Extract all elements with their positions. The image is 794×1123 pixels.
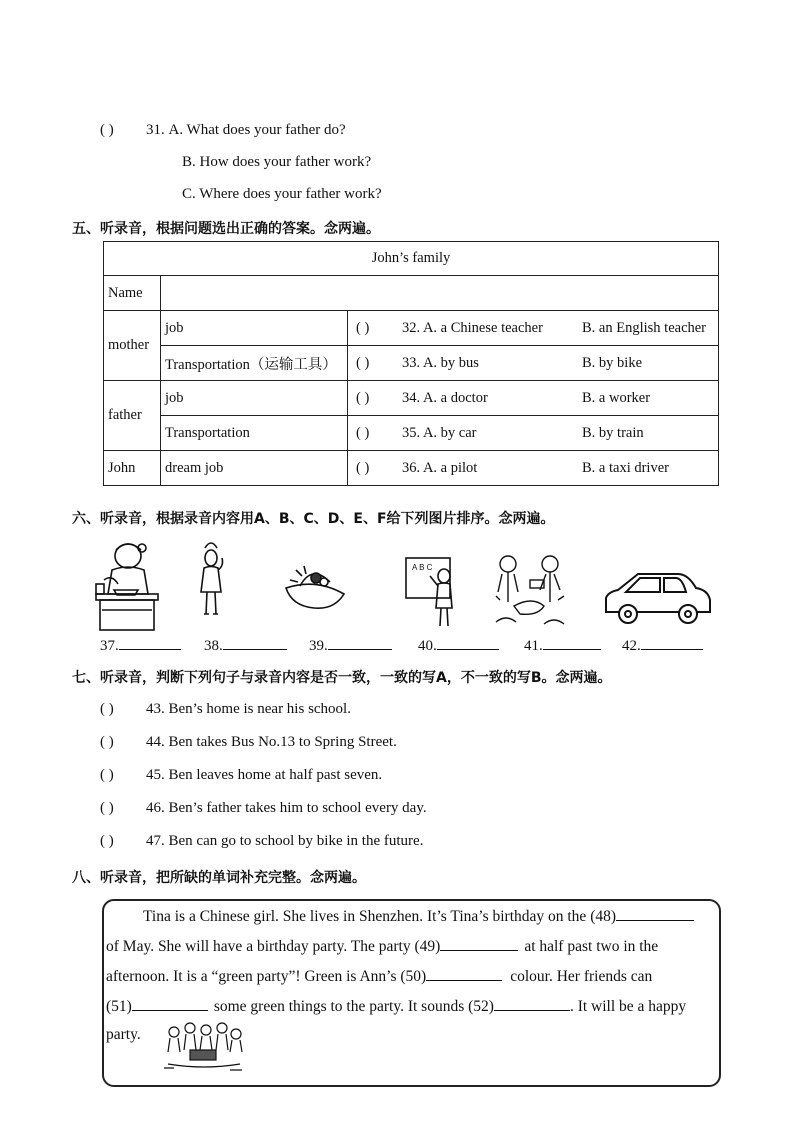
blank-label: 41.	[524, 638, 543, 654]
option-b: B. an English teacher	[582, 319, 707, 336]
answer-paren[interactable]: ( )	[356, 389, 370, 406]
option-b: B. a worker	[582, 389, 651, 406]
section6-title: 六、听录音，根据录音内容用A、B、C、D、E、F给下列图片排序。念两遍。	[72, 511, 555, 527]
passage-text: afternoon. It is a “green party”! Green is Ann’s (50)	[106, 968, 427, 985]
item-cell: Transportation（运输工具）	[161, 346, 348, 381]
blank-label: 37.	[100, 638, 119, 654]
name-cell	[161, 276, 719, 311]
children-park-picture	[494, 552, 568, 632]
passage-text: some green things to the party. It sounds (52)	[213, 998, 494, 1015]
item-cell: Transportation	[161, 416, 348, 451]
answer-paren[interactable]: ( )	[356, 319, 370, 336]
johns-family-table	[103, 241, 719, 486]
passage-line-3	[106, 966, 652, 986]
passage-line-1	[143, 906, 694, 926]
blank-40[interactable]	[418, 635, 499, 655]
passage-text: (51)	[106, 998, 132, 1015]
passage-text: of May. She will have a birthday party. The party (49)	[106, 938, 441, 955]
q31-line-a	[100, 122, 346, 139]
option-b: B. a taxi driver	[582, 459, 669, 476]
item-cell: dream job	[161, 451, 348, 486]
question-35	[348, 416, 719, 451]
q31-option-c: C. Where does your father work?	[182, 186, 382, 202]
item-cell: job	[161, 381, 348, 416]
answer-paren[interactable]: ( )	[100, 800, 114, 816]
statement: 43. Ben’s home is near his school.	[146, 701, 351, 717]
section5-title: 五、听录音，根据问题选出正确的答案。念两遍。	[72, 221, 380, 237]
blank-48[interactable]	[616, 906, 694, 921]
blank-label: 38.	[204, 638, 223, 654]
question-32	[348, 311, 719, 346]
option-a: 34. A. a doctor	[402, 389, 488, 406]
car-picture	[602, 568, 714, 628]
section7-title: 七、听录音，判断下列句子与录音内容是否一致，一致的写A，不一致的写B。念两遍。	[72, 670, 612, 686]
statement: 47. Ben can go to school by bike in the future.	[146, 833, 424, 849]
blank-42[interactable]	[622, 635, 703, 655]
option-a: 35. A. by car	[402, 424, 477, 441]
passage-text: colour. Her friends can	[510, 968, 653, 985]
passage-line-2	[106, 936, 658, 956]
option-b: B. by bike	[582, 354, 643, 371]
answer-paren[interactable]: ( )	[356, 459, 370, 476]
person-father: father	[104, 381, 161, 451]
statement: 44. Ben takes Bus No.13 to Spring Street.	[146, 734, 397, 750]
passage-text: Tina is a Chinese girl. She lives in Shenzhen. It’s Tina’s birthday on the (48)	[143, 908, 617, 925]
blank-label: 39.	[309, 638, 328, 654]
svg-text:A B C: A B C	[412, 563, 433, 572]
blank-41[interactable]	[524, 635, 601, 655]
blank-37[interactable]	[100, 635, 181, 655]
blank-52[interactable]	[494, 996, 570, 1011]
blank-39[interactable]	[309, 635, 392, 655]
passage-text: . It will be a happy	[569, 998, 687, 1015]
answer-paren[interactable]: ( )	[356, 424, 370, 441]
section8-title: 八、听录音，把所缺的单词补充完整。念两遍。	[72, 870, 366, 886]
cook-picture	[92, 540, 160, 632]
q31-option-a: A. What does your father do?	[168, 122, 346, 138]
blank-38[interactable]	[204, 635, 287, 655]
answer-paren[interactable]: ( )	[100, 701, 114, 717]
passage-line-4	[106, 996, 686, 1016]
option-a: 36. A. a pilot	[402, 459, 478, 476]
blank-50[interactable]	[426, 966, 502, 981]
q46	[100, 800, 427, 817]
question-33	[348, 346, 719, 381]
blank-label: 42.	[622, 638, 641, 654]
item-cell: job	[161, 311, 348, 346]
option-a: 32. A. a Chinese teacher	[402, 319, 543, 336]
woman-phone-picture	[196, 540, 230, 632]
q47	[100, 833, 423, 850]
question-36	[348, 451, 719, 486]
hat-picture	[282, 562, 348, 612]
answer-paren[interactable]: ( )	[100, 734, 114, 750]
q44	[100, 734, 397, 751]
blank-49[interactable]	[440, 936, 518, 951]
table-title: John’s family	[104, 242, 719, 276]
name-label: Name	[104, 276, 161, 311]
question-34	[348, 381, 719, 416]
statement: 46. Ben’s father takes him to school every day.	[146, 800, 427, 816]
passage-line-5: party.	[106, 1026, 141, 1043]
passage-text: at half past two in the	[524, 938, 659, 955]
person-john: John	[104, 451, 161, 486]
blank-51[interactable]	[132, 996, 208, 1011]
person-mother: mother	[104, 311, 161, 381]
answer-paren[interactable]: ( )	[356, 354, 370, 371]
option-a: 33. A. by bus	[402, 354, 479, 371]
option-b: B. by train	[582, 424, 644, 441]
party-picture	[160, 1020, 248, 1074]
q31-number: 31.	[146, 122, 165, 138]
blank-label: 40.	[418, 638, 437, 654]
answer-paren[interactable]: ( )	[100, 767, 114, 783]
q45	[100, 767, 382, 784]
q43	[100, 701, 351, 718]
q31-option-b: B. How does your father work?	[182, 154, 372, 170]
statement: 45. Ben leaves home at half past seven.	[146, 767, 383, 783]
teacher-picture	[404, 540, 464, 632]
answer-paren[interactable]: ( )	[100, 833, 114, 849]
answer-paren[interactable]: ( )	[100, 122, 114, 138]
